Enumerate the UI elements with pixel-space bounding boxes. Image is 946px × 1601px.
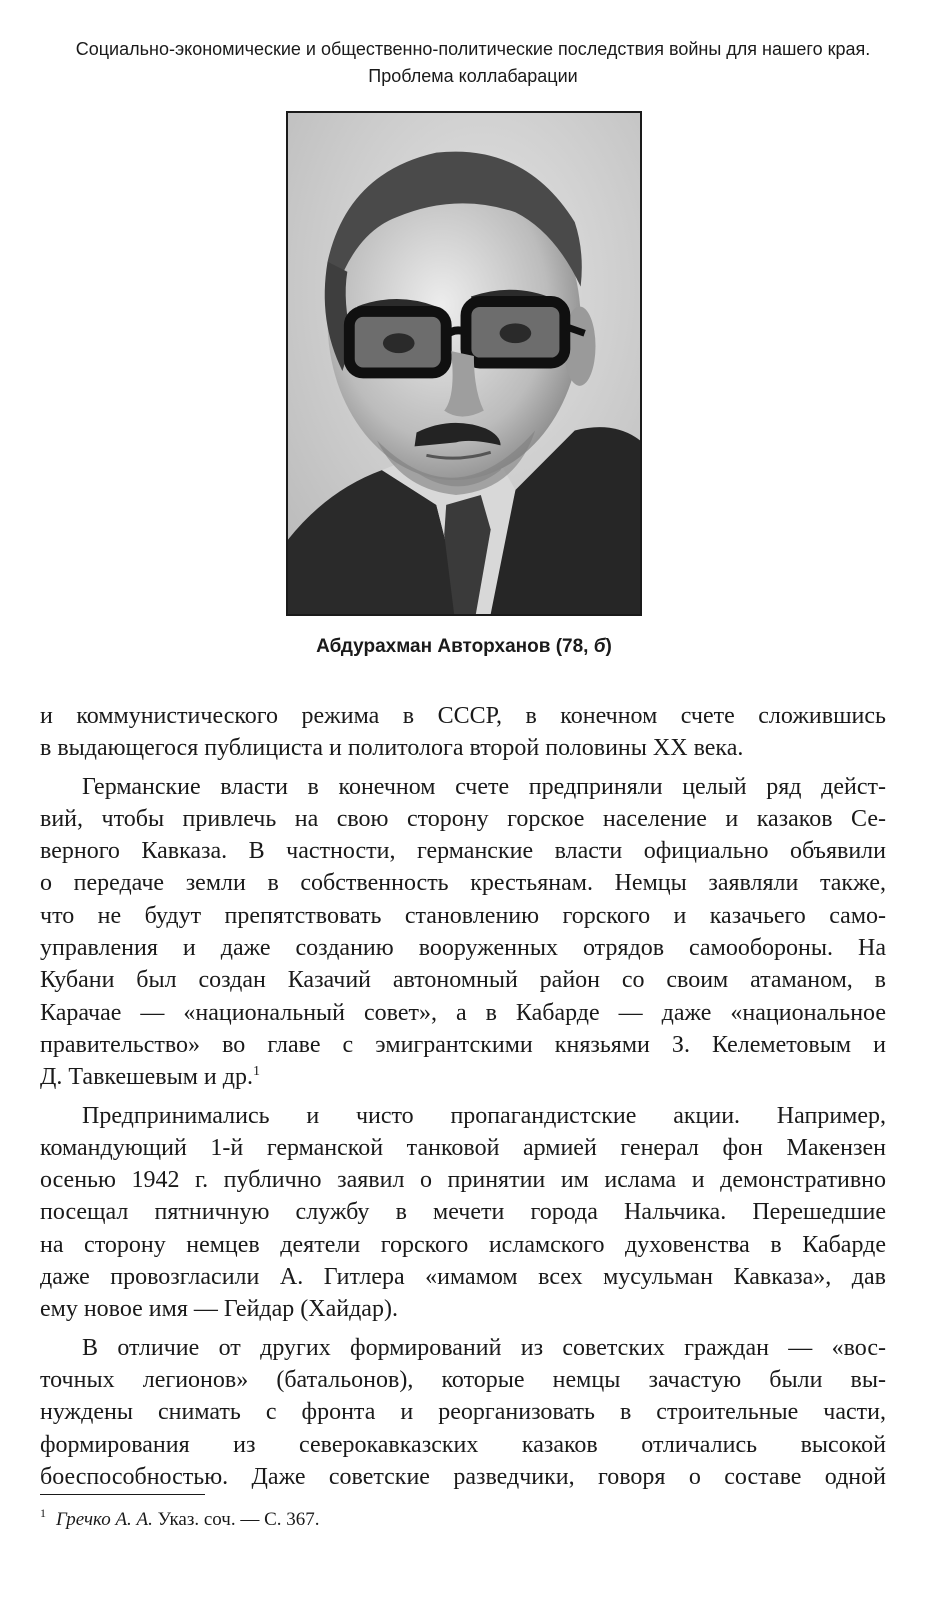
text-line: правительство» во главе с эмигрантскими князьями З. Келеметовым и <box>40 1031 886 1058</box>
text-line: ему новое имя — Гейдар (Хайдар). <box>40 1296 398 1323</box>
portrait-photo <box>286 111 642 616</box>
footnote-text: Указ. соч. — С. 367. <box>152 1509 320 1530</box>
text-line: боеспособностью. Даже советские разведчики, говоря о составе одной <box>40 1463 886 1490</box>
running-header-line-2: Проблема коллабарации <box>368 66 578 86</box>
caption-name: Абдурахман Авторханов <box>316 636 551 657</box>
text-line: командующий 1-й германской танковой армией генерал фон Макензен <box>40 1134 886 1161</box>
text-line: даже провозгласили А. Гитлера «имамом всех мусульман Кавказа», дав <box>40 1264 886 1291</box>
text-line: точных легионов» (батальонов), которые немцы зачастую были вы- <box>40 1366 886 1393</box>
footnote-divider <box>40 1494 205 1495</box>
paragraph-2 <box>40 771 886 1094</box>
footnote <box>40 1500 886 1533</box>
paragraph-4 <box>40 1332 886 1493</box>
caption-reference: (78, б) <box>555 636 612 657</box>
text-line: о передаче земли в собственность крестьянам. Немцы заявляли также, <box>40 870 886 897</box>
text-line: Германские власти в конечном счете предприняли целый ряд дейст- <box>82 773 886 800</box>
text-line: и коммунистического режима в СССР, в конечном счете сложившись <box>40 703 886 729</box>
text-line: верного Кавказа. В частности, германские власти официально объявили <box>40 838 886 865</box>
text-line: что не будут препятствовать становлению горского и казачьего само- <box>40 902 886 929</box>
text-line: в выдающегося публициста и политолога второй половины XX века. <box>40 735 744 762</box>
text-line: посещал пятничную службу в мечети города Нальчика. Перешедшие <box>40 1199 886 1226</box>
text-line: осенью 1942 г. публично заявил о принятии им ислама и демонстративно <box>40 1167 886 1194</box>
text-line: вий, чтобы привлечь на свою сторону горское население и казаков Се- <box>40 805 886 832</box>
footnote-author: Гречко А. А. <box>56 1509 153 1530</box>
text-line: В отличие от других формирований из советских граждан — «вос- <box>82 1334 886 1361</box>
running-header <box>40 36 906 90</box>
text-line: формирования из северокавказских казаков отличались высокой <box>40 1431 886 1458</box>
text-line: Предпринимались и чисто пропагандистские акции. Например, <box>82 1102 886 1129</box>
paragraph-3 <box>40 1100 886 1326</box>
footnote-reference: 1 <box>252 1064 260 1080</box>
paragraph-1 <box>40 700 886 765</box>
figure-caption <box>200 634 728 660</box>
text-line: управления и даже созданию вооруженных отрядов самообороны. На <box>40 935 886 962</box>
body-text <box>40 700 886 1499</box>
text-line: Кубани был создан Казачий автономный район со своим атаманом, в <box>40 967 886 994</box>
text-line: на сторону немцев деятели горского исламского духовенства в Кабарде <box>40 1231 886 1258</box>
running-header-line-1: Социально-экономические и общественно-политические последствия войны для нашего края. <box>75 39 871 59</box>
portrait-illustration <box>288 113 640 614</box>
text-line-with-footnote: Д. Тавкешевым и др.$^1$ <box>40 1064 260 1091</box>
text-line: нуждены снимать с фронта и реорганизовать в строительные части, <box>40 1399 886 1426</box>
footnote-mark: 1 <box>40 1506 46 1520</box>
text-line: Карачае — «национальный совет», а в Кабарде — даже «национальное <box>40 999 886 1026</box>
